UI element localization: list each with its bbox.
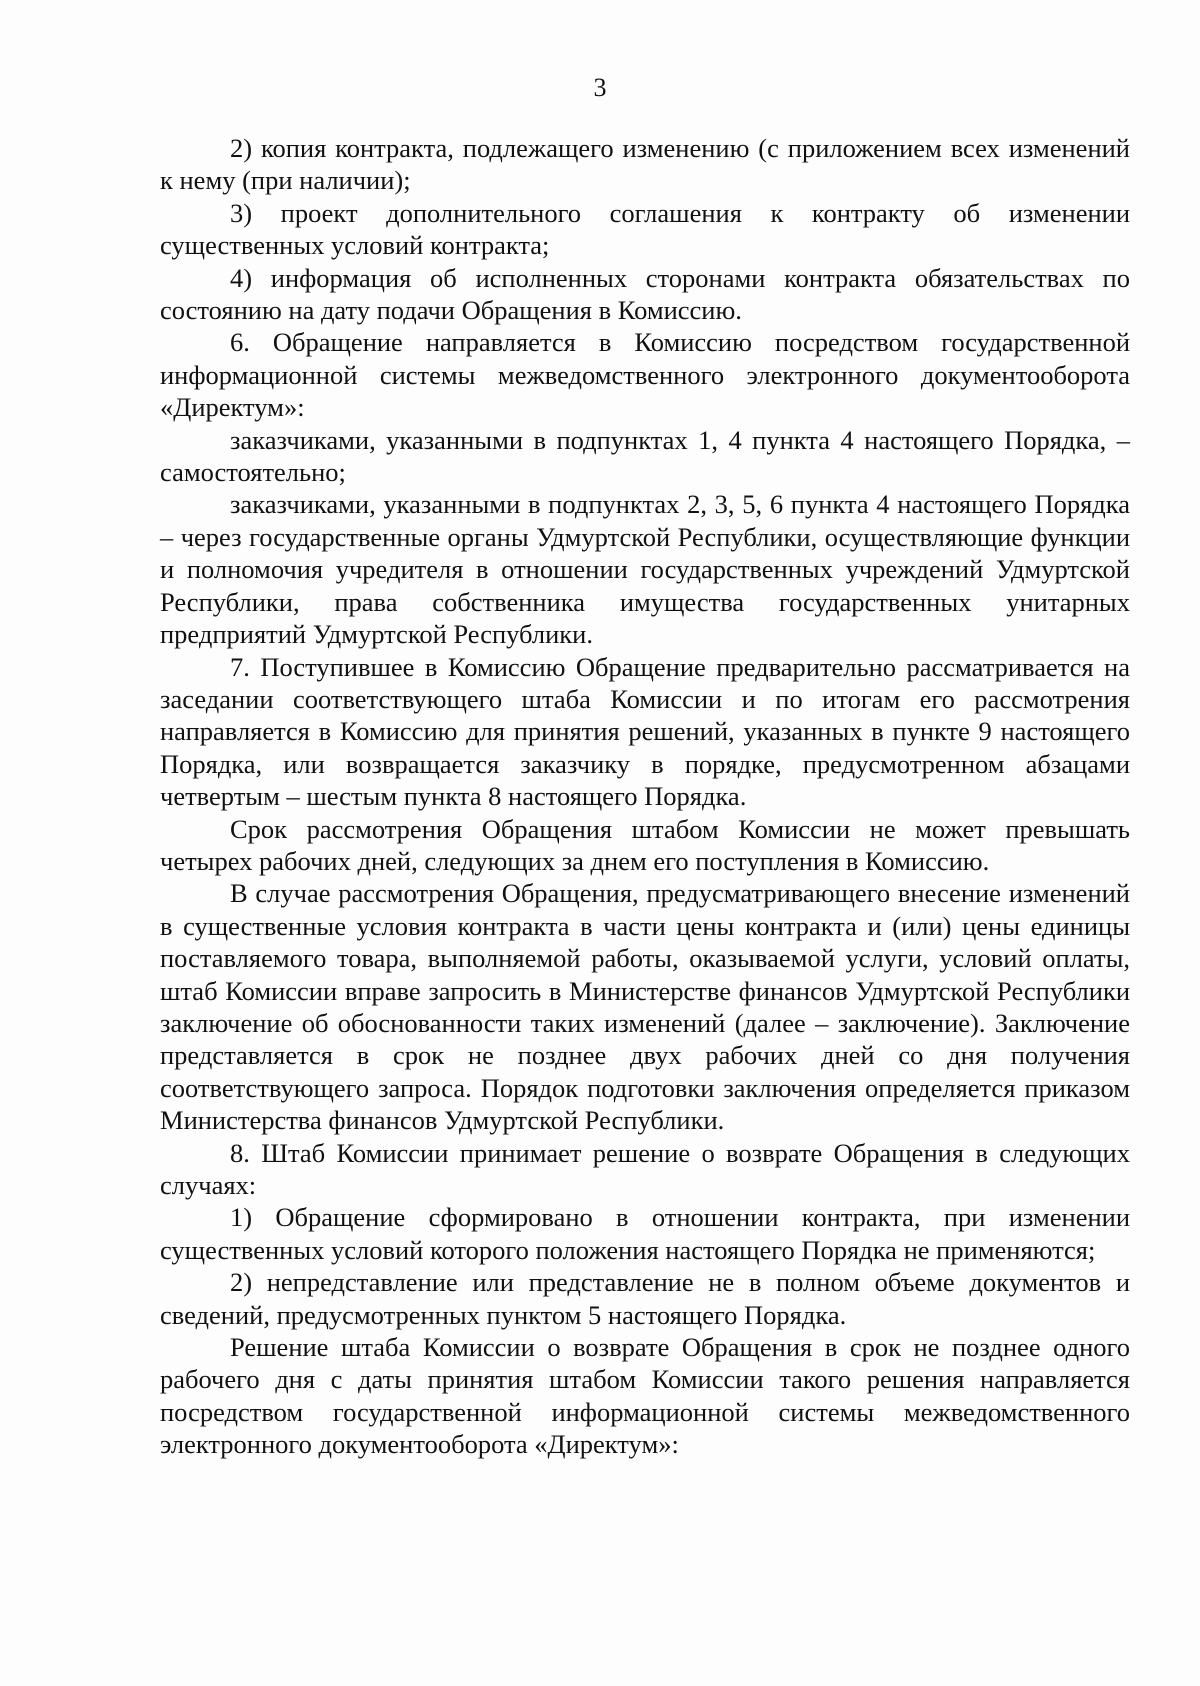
paragraph-clause-6: 6. Обращение направляется в Комиссию посредством государственной информационной системы межведомственного электронного документооборота «Директум»:: [160, 327, 1130, 423]
document-body: [160, 132, 1130, 1461]
paragraph-clause-7: 7. Поступившее в Комиссию Обращение предварительно рассматривается на заседании соответствующего штаба Комиссии и по итогам его рассмотрения направляется в Комиссию для принятия решений, указанных в пункте 9 настоящего Порядка, или возвращается заказчику в порядке, предусмотренном абзацами четвертым – шестым пункта 8 настоящего Порядка.: [160, 651, 1130, 812]
paragraph-clause-8-item-2: 2) непредставление или представление не в полном объеме документов и сведений, предусмотренных пунктом 5 настоящего Порядка.: [160, 1267, 1130, 1330]
paragraph-clause-8-return-decision: Решение штаба Комиссии о возврате Обращения в срок не позднее одного рабочего дня с даты принятия штабом Комиссии такого решения направляется посредством государственной информационной системы межведомственного электронного документооборота «Директум»:: [160, 1332, 1130, 1460]
paragraph-clause-6-customers-via-bodies: заказчиками, указанными в подпунктах 2, 3, 5, 6 пункта 4 настоящего Порядка – через государственные органы Удмуртской Республики, осуществляющие функции и полномочия учредителя в отношении государственных учреждений Удмуртской Республики, права собственника имущества государственных унитарных предприятий Удмуртской Республики.: [160, 489, 1130, 650]
paragraph-clause-8-item-1: 1) Обращение сформировано в отношении контракта, при изменении существенных условий которого положения настоящего Порядка не применяются;: [160, 1202, 1130, 1265]
paragraph-item-2-contract-copy: 2) копия контракта, подлежащего изменению (с приложением всех изменений к нему (при наличии);: [160, 133, 1130, 196]
paragraph-clause-6-customers-independent: заказчиками, указанными в подпунктах 1, 4 пункта 4 настоящего Порядка, – самостоятельно;: [160, 424, 1130, 488]
paragraph-item-3-draft-agreement: 3) проект дополнительного соглашения к контракту об изменении существенных условий контракта;: [160, 197, 1130, 261]
paragraph-item-4-obligations-info: 4) информация об исполненных сторонами контракта обязательствах по состоянию на дату подачи Обращения в Комиссию.: [160, 262, 1130, 326]
paragraph-clause-8: 8. Штаб Комиссии принимает решение о возврате Обращения в следующих случаях:: [160, 1137, 1130, 1200]
paragraph-clause-7-conclusion: В случае рассмотрения Обращения, предусматривающего внесение изменений в существенные условия контракта в части цены контракта и (или) цены единицы поставляемого товара, выполняемой работы, оказываемой услуги, условий оплаты, штаб Комиссии вправе запросить в Министерстве финансов Удмуртской Республики заключение об обоснованности таких изменений (далее – заключение). Заключение представляется в срок не позднее двух рабочих дней со дня получения соответствующего запроса. Порядок подготовки заключения определяется приказом Министерства финансов Удмуртской Республики.: [160, 878, 1130, 1136]
paragraph-clause-7-review-term: Срок рассмотрения Обращения штабом Комиссии не может превышать четырех рабочих дней, следующих за днем его поступления в Комиссию.: [160, 813, 1130, 876]
page-number: 3: [593, 73, 607, 102]
